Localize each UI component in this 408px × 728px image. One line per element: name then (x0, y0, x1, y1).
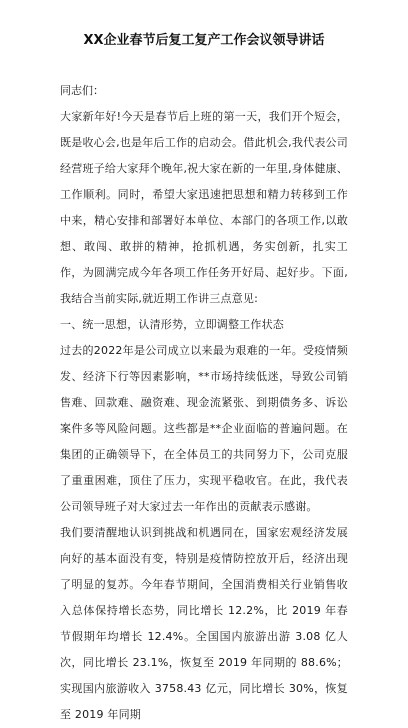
section-1-paragraph-2: 我们要清醒地认识到挑战和机遇同在，国家宏观经济发展向好的基本面没有变，特别是疫情防控放开后，经济出现了明显的复苏。今年春节期间，全国消费相关行业销售收入总体保持增长态势，同比增长 12.2%，比 2019 年春节假期年均增长 12.4%。全国国内旅游出游 3.08 亿人次，同比增长 23.1%，恢复至 2019 年同期的 88.6%；实现国内旅游收入 3758.43 亿元，同比增长 30%，恢复至 2019 年同期 (60, 526, 348, 721)
document-title: XX企业春节后复工复产工作会议领导讲话 (83, 33, 325, 48)
document-body (60, 104, 348, 728)
section-1-paragraph-1: 过去的2022年是公司成立以来最为艰难的一年。受疫情频发、经济下行等因素影响，**市场持续低迷，导致公司销售难、回款难、融资难、现金流紧张、到期债务多、诉讼案件多等风险问题。这些都是**企业面临的普遍问题。在集团的正确领导下，在全体员工的共同努力下，公司克服了重重困难，顶住了压力，实现平稳收官。在此，我代表公司领导班子对大家过去一年作出的贡献表示感谢。 (60, 344, 348, 513)
intro-paragraph: 大家新年好!今天是春节后上班的第一天，我们开个短会，既是收心会,也是年后工作的启动会。借此机会,我代表公司经营班子给大家拜个晚年,祝大家在新的一年里,身体健康、工作顺利。同时，希望大家迅速把思想和精力转移到工作中来，精心安排和部署好本单位、本部门的各项工作,以敢想、敢闯、敢拼的精神，抢抓机遇，务实创新，扎实工作，为圆满完成今年各项工作任务开好局、起好步。下面,我结合当前实际,就近期工作讲三点意见: (60, 110, 348, 305)
salutation: 同志们： (60, 84, 104, 97)
section-heading-1: 一、统一思想，认清形势，立即调整工作状态 (60, 318, 284, 331)
